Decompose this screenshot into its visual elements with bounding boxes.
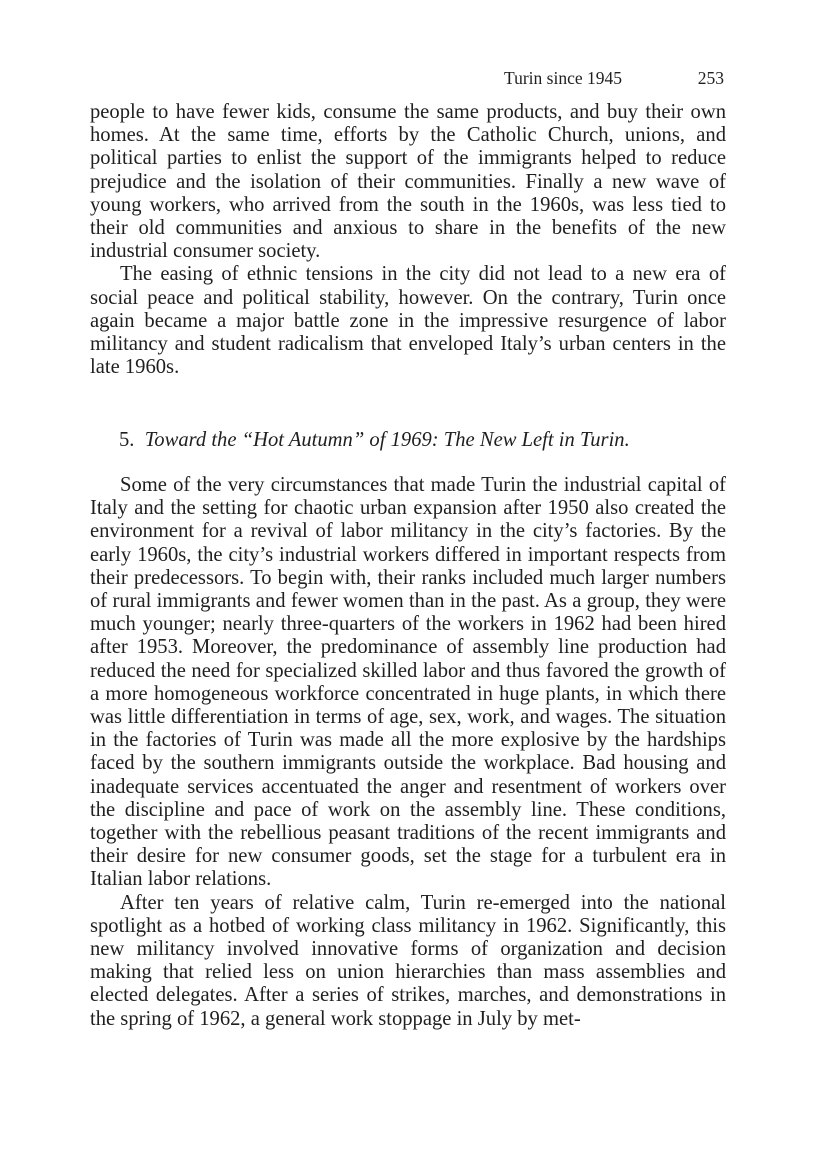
section-heading (119, 427, 630, 453)
paragraph-circumstances: Some of the very circumstances that made Turin the industrial capital of Italy and the setting for chaotic urban expansion after 1950 also created the environment for a revival of labor militancy in the city’s factories. By the early 1960s, the city’s industrial workers differed in important respects from their predecessors. To begin with, their ranks included much larger numbers of rural immigrants and fewer women than in the past. As a group, they were much younger; nearly three-quarters of the workers in 1962 had been hired after 1953. Moreover, the predominance of assembly line production had reduced the need for specialized skilled labor and thus favored the growth of a more homogeneous workforce concentrated in huge plants, in which there was little differentiation in terms of age, sex, work, and wages. The situation in the factories of Turin was made all the more explosive by the hardships faced by the southern immigrants outside the workplace. Bad housing and inadequate services accentuated the anger and resentment of workers over the discipline and pace of work on the assembly line. These conditions, together with the rebellious peasant traditions of the recent immigrants and their desire for new consumer goods, set the stage for a turbulent era in Italian labor relations. (90, 474, 726, 891)
running-head (90, 66, 726, 90)
page-number: 253 (697, 68, 724, 88)
section-number: 5. (119, 429, 135, 451)
paragraph-ten-years: After ten years of relative calm, Turin re-emerged into the national spotlight as a hotbed of working class militancy in 1962. Significantly, this new militancy involved innovative forms of organization and decision making that relied less on union hierarchies than mass assemblies and elected delegates. After a series of strikes, marches, and demonstrations in the spring of 1962, a general work stoppage in July by met- (90, 891, 726, 1030)
section-title: Toward the “Hot Autumn” of 1969: The New Left in Turin. (144, 429, 630, 451)
running-head-title: Turin since 1945 (504, 68, 622, 88)
paragraph-ethnic-tensions: The easing of ethnic tensions in the city did not lead to a new era of social peace and political stability, however. On the contrary, Turin once again became a major battle zone in the impressive resurgence of labor militancy and student radicalism that enveloped Italy’s urban centers in the late 1960s. (90, 263, 726, 379)
body-text-top (90, 101, 726, 379)
paragraph-continued: people to have fewer kids, consume the same products, and buy their own homes. At the same time, efforts by the Catholic Church, unions, and political parties to enlist the support of the immigrants helped to reduce prejudice and the isolation of their communities. Finally a new wave of young workers, who arrived from the south in the 1960s, was less tied to their old communities and anxious to share in the benefits of the new industrial consumer society. (90, 101, 726, 263)
body-text-bottom (90, 474, 726, 1031)
